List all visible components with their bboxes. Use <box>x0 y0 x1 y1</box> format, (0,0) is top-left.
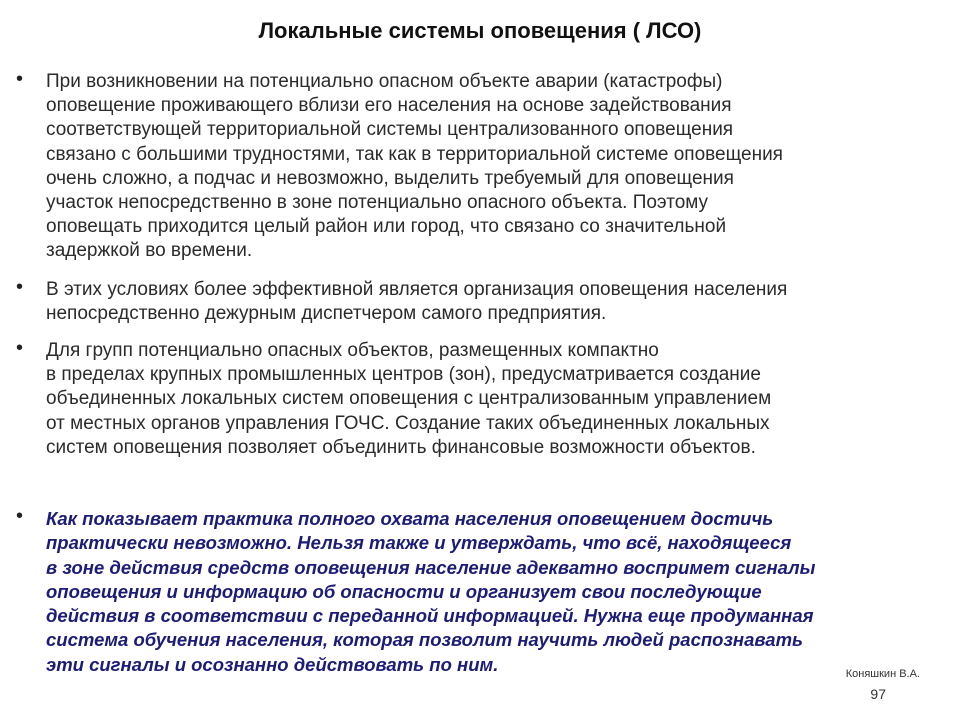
bullet-2-line: непосредственно дежурным диспетчером самого предприятия. <box>46 303 607 325</box>
bullet-marker: • <box>16 276 24 298</box>
bullet-1-line: задержкой во времени. <box>46 240 253 262</box>
bullet-3-line: от местных органов управления ГОЧС. Создание таких объединенных локальных <box>46 412 770 434</box>
bullet-4-line: действия в соответствии с переданной информацией. Нужна еще продуманная <box>46 605 814 627</box>
bullet-1-line: оповещение проживающего вблизи его населения на основе задействования <box>46 95 732 117</box>
bullet-1-line: При возникновении на потенциально опасном объекте аварии (катастрофы) <box>46 71 723 92</box>
bullet-3-line: в пределах крупных промышленных центров (зон), предусматривается создание <box>46 364 761 386</box>
bullet-1-line: участок непосредственно в зоне потенциально опасного объекта. Поэтому <box>46 192 709 214</box>
bullet-marker: • <box>16 68 24 90</box>
bullet-4-line: эти сигналы и осознанно действовать по ним. <box>46 653 499 675</box>
bullet-1-line: соответствующей территориальной системы централизованного оповещения <box>46 119 734 141</box>
bullet-2-line: В этих условиях более эффективной является организация оповещения населения <box>46 279 788 300</box>
bullet-item-1 <box>46 70 940 264</box>
bullet-3-line: объединенных локальных систем оповещения с централизованным управлением <box>46 388 772 410</box>
bullet-4-line: Как показывает практика полного охвата населения оповещением достичь <box>46 508 774 529</box>
author-name: Коняшкин В.А. <box>845 668 920 680</box>
bullet-item-4-emphasis <box>46 507 940 677</box>
page-number: 97 <box>870 686 886 702</box>
bullet-3-line: Для групп потенциально опасных объектов, размещенных компактно <box>46 340 659 361</box>
bullet-item-3 <box>46 339 940 460</box>
bullet-item-2 <box>46 278 940 326</box>
slide-title: Локальные системы оповещения ( ЛСО) <box>258 18 702 43</box>
bullet-4-line: оповещения и информацию об опасности и организует свои последующие <box>46 580 762 602</box>
bullet-1-line: связано с большими трудностями, так как в территориальной системе оповещения <box>46 143 783 165</box>
bullet-1-line: оповещать приходится целый район или город, что связано со значительной <box>46 216 727 238</box>
bullet-3-line: систем оповещения позволяет объединить финансовые возможности объектов. <box>46 436 756 458</box>
bullet-marker: • <box>16 337 24 359</box>
bullet-1-line: очень сложно, а подчас и невозможно, выделить требуемый для оповещения <box>46 167 734 189</box>
bullet-marker: • <box>16 505 24 527</box>
bullet-4-line: система обучения населения, которая позволит научить людей распознавать <box>46 629 804 651</box>
bullet-4-line: в зоне действия средств оповещения население адекватно воспримет сигналы <box>46 556 816 578</box>
bullet-4-line: практически невозможно. Нельзя также и утверждать, что всё, находящееся <box>46 532 792 554</box>
